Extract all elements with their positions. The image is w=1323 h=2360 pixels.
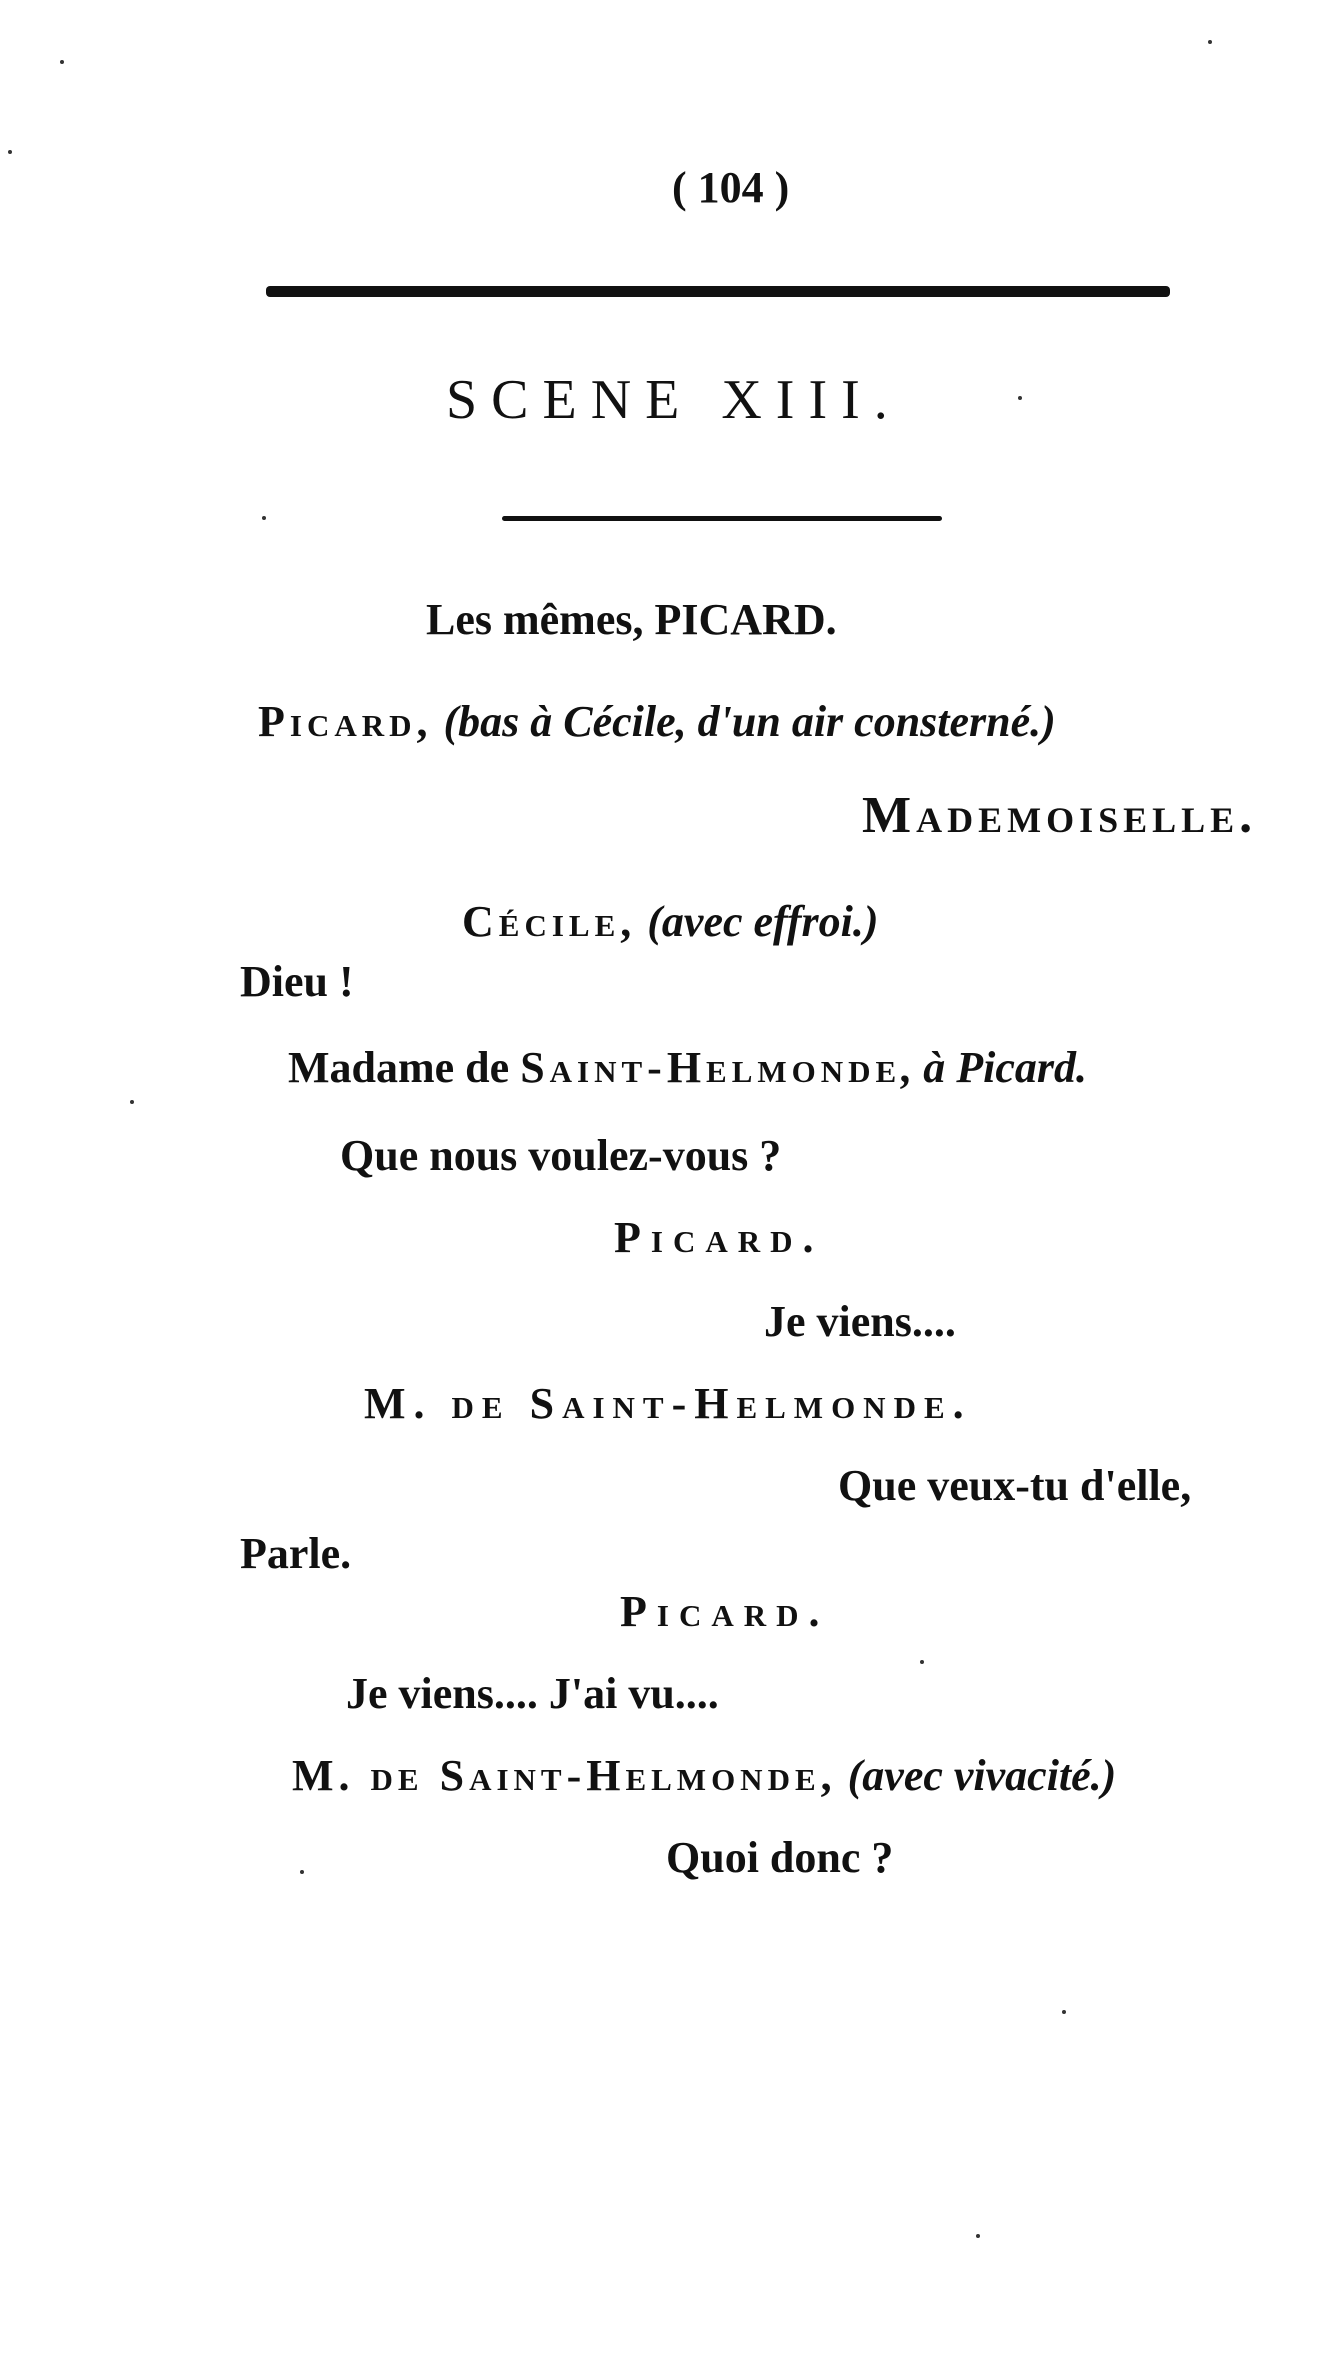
stage-line-madame: [288, 1043, 1087, 1092]
speaker-cecile: Cécile,: [462, 897, 637, 946]
line-que-nous: Que nous voulez-vous ?: [340, 1131, 782, 1180]
stage-line-cecile: [462, 897, 879, 946]
speaker-picard-2: Picard.: [614, 1213, 824, 1262]
line-je-viens: Je viens....: [764, 1297, 956, 1346]
scene-title: SCENE XIII.: [446, 369, 902, 431]
speaker-picard: Picard,: [258, 697, 433, 746]
print-speck: [262, 516, 266, 520]
speaker-prefix: Madame de: [288, 1043, 521, 1092]
print-speck: [976, 2234, 980, 2238]
print-speck: [130, 1100, 134, 1104]
stage-line-monsieur: [292, 1751, 1117, 1800]
print-speck: [300, 1870, 304, 1874]
speaker-madame: Saint-Helmonde: [520, 1043, 902, 1092]
print-speck: [60, 60, 64, 64]
print-speck: [1062, 2010, 1066, 2014]
stage-direction: (bas à Cécile, d'un air consterné.): [443, 697, 1056, 746]
title-rule: [502, 516, 942, 521]
stage-direction: (avec vivacité.): [847, 1751, 1117, 1800]
speaker-monsieur-2: M. de Saint-Helmonde,: [292, 1751, 837, 1800]
line-je-viens-jai-vu: Je viens.... J'ai vu....: [346, 1669, 719, 1718]
line-que-veux: Que veux-tu d'elle,: [838, 1461, 1192, 1510]
header-rule: [266, 286, 1170, 297]
print-speck: [1208, 40, 1212, 44]
speaker-picard-3: Picard.: [620, 1587, 830, 1636]
cast-list: Les mêmes, PICARD.: [426, 595, 837, 644]
page-number: ( 104 ): [672, 163, 790, 212]
line-quoi-donc: Quoi donc ?: [666, 1833, 894, 1882]
print-speck: [920, 1660, 924, 1664]
print-speck: [1018, 396, 1022, 400]
line-parle: Parle.: [240, 1529, 352, 1578]
stage-direction: , à Picard.: [901, 1043, 1087, 1092]
line-mademoiselle: Mademoiselle.: [862, 787, 1258, 844]
stage-direction: (avec effroi.): [647, 897, 879, 946]
line-dieu: Dieu !: [240, 957, 354, 1006]
stage-line-picard: [258, 697, 1056, 746]
speaker-monsieur: M. de Saint-Helmonde.: [364, 1379, 972, 1428]
print-speck: [8, 150, 12, 154]
